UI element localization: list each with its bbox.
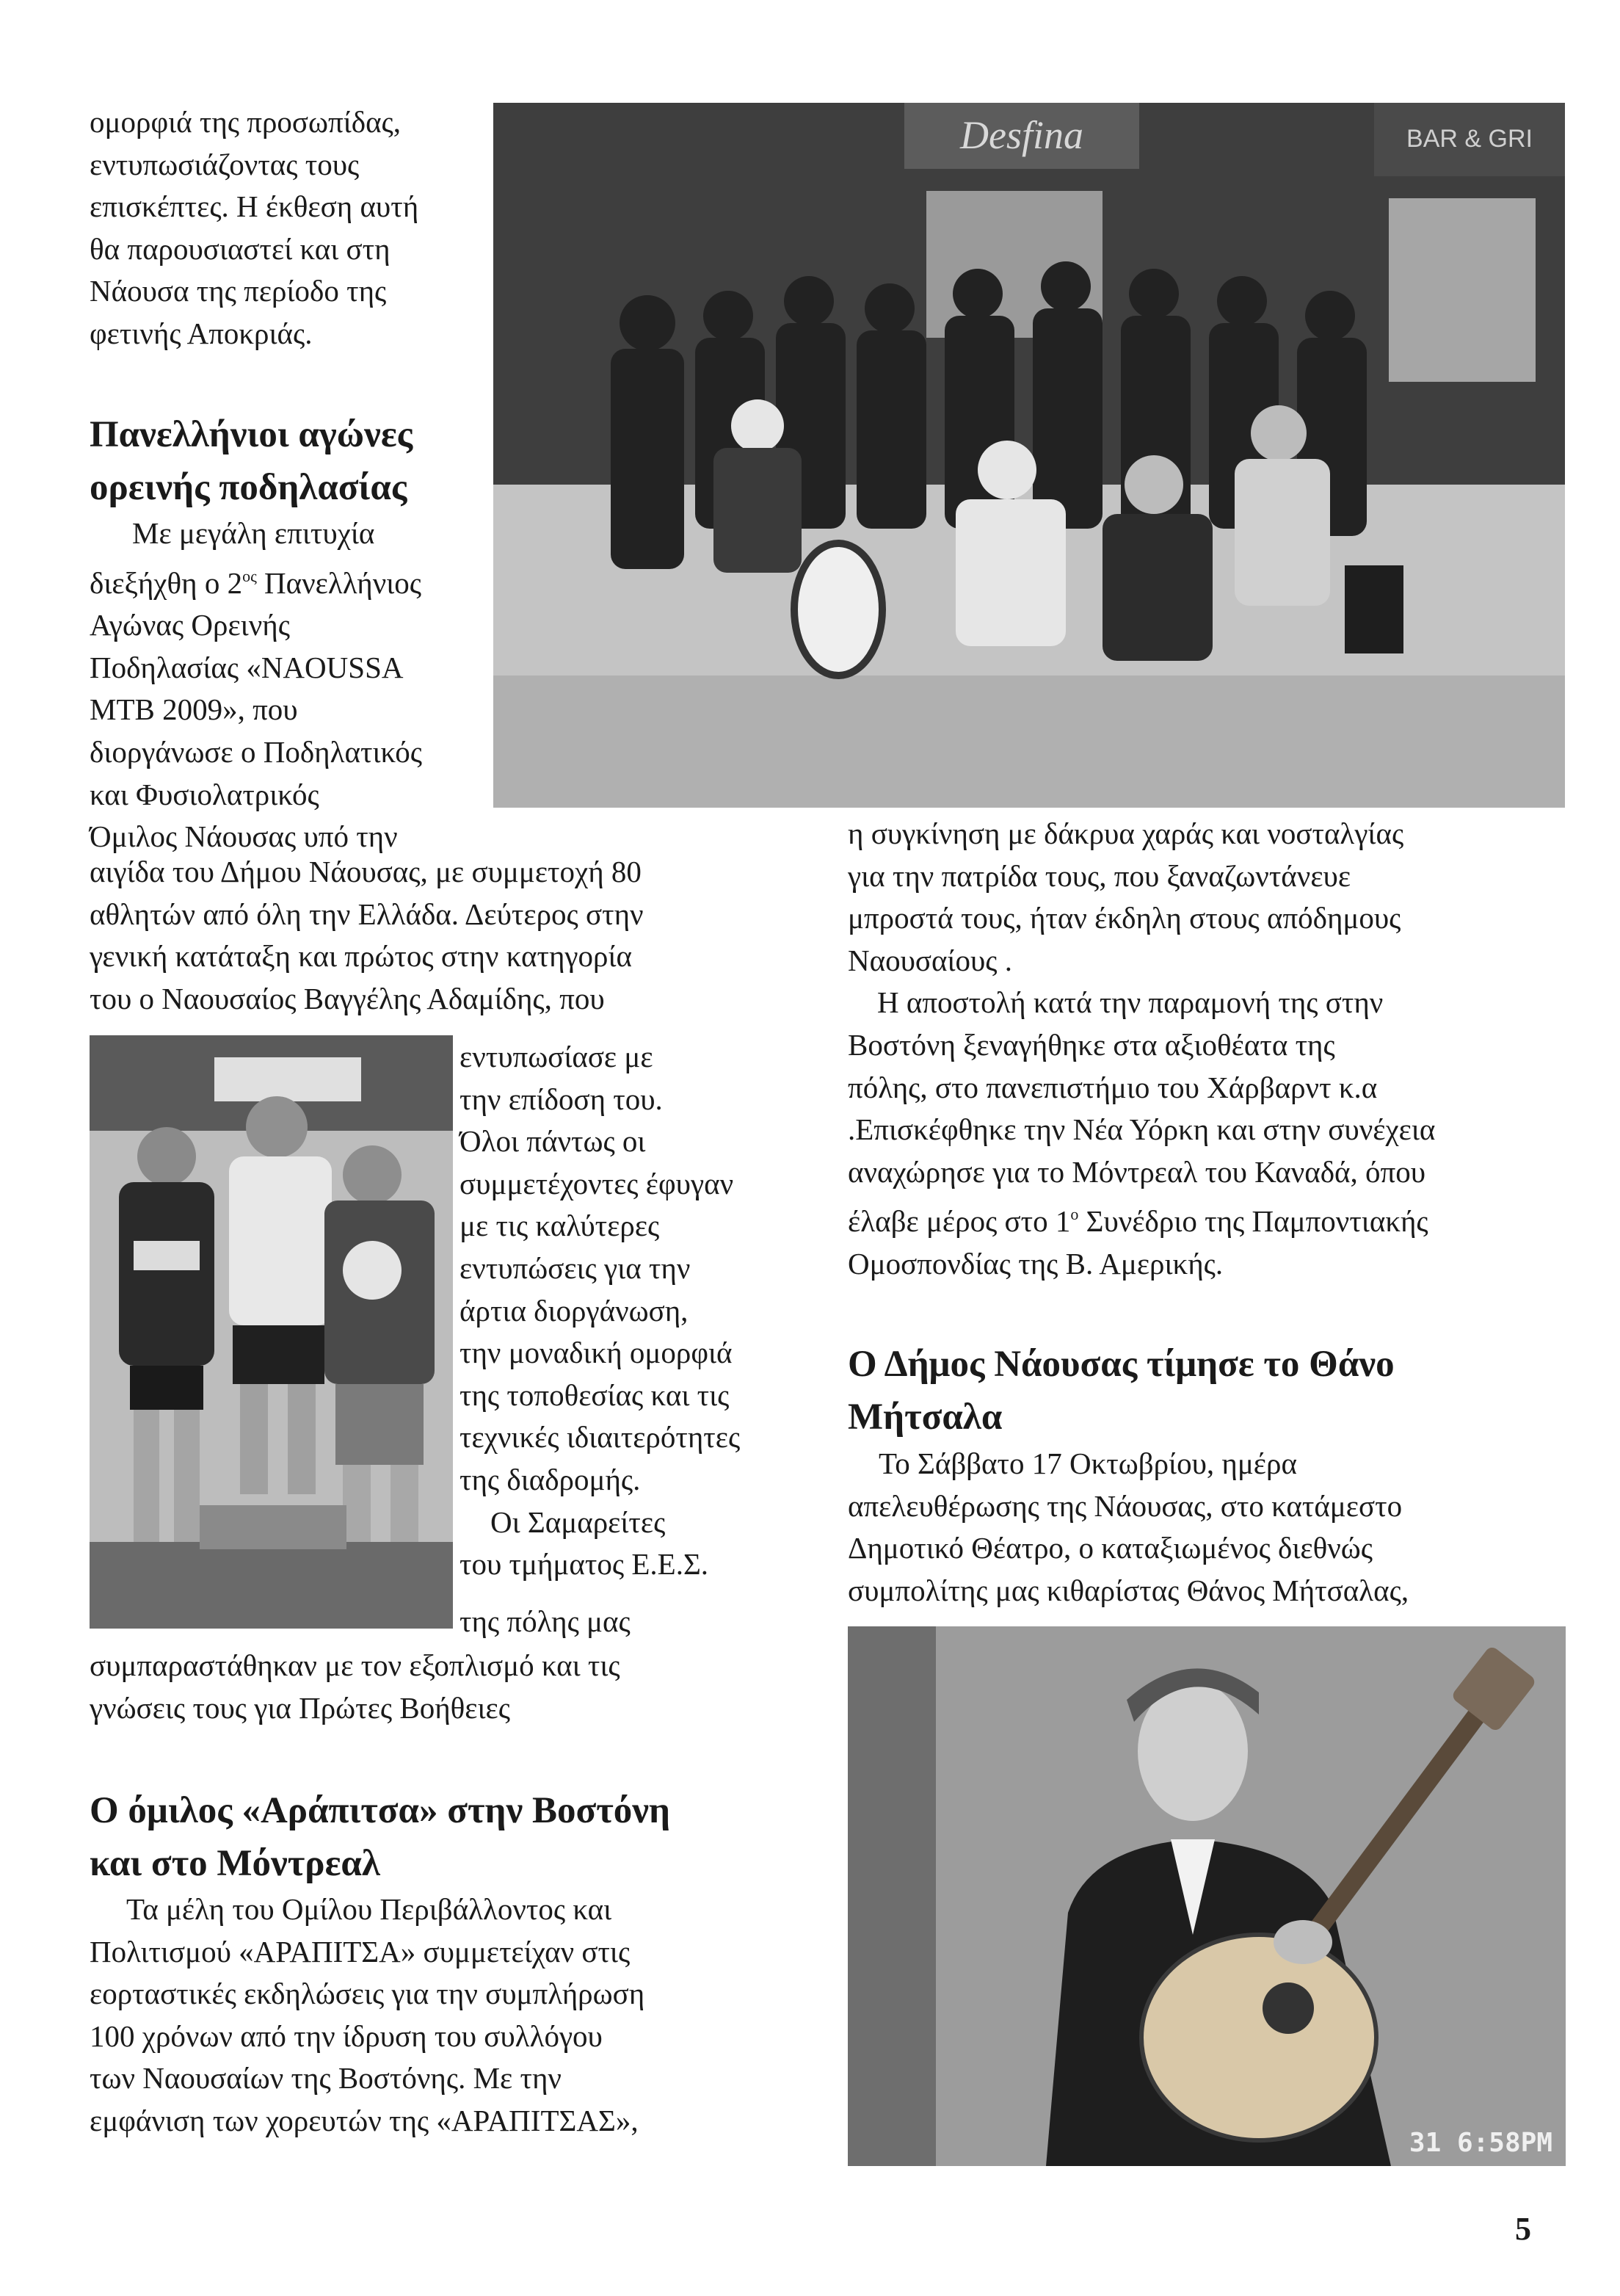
mitsalas-paragraph: [848, 1443, 1409, 1612]
text-line: της τοποθεσίας και τις: [460, 1377, 730, 1412]
text-line: άρτια διοργάνωση,: [460, 1293, 689, 1328]
text-line: Αγώνας Ορεινής: [90, 608, 290, 642]
text-line: γενική κατάταξη και πρώτος στην κατηγορία: [90, 939, 632, 974]
guitarist-photo: [848, 1626, 1566, 2166]
heading-line: Ο όμιλος «Αράπιτσα» στην Βοστόνη: [90, 1790, 671, 1831]
text-line: επισκέπτες. Η έκθεση αυτή: [90, 189, 419, 224]
text-line: Η αποστολή κατά την παραμονή της στην: [877, 985, 1384, 1020]
text-line: θα παρουσιαστεί και στη: [90, 231, 391, 266]
text-line: Πολιτισμού «ΑΡΑΠΙΤΣΑ» συμμετείχαν στις: [90, 1934, 631, 1969]
text-line: συμπολίτης μας κιθαρίστας Θάνος Μήτσαλας,: [848, 1573, 1409, 1607]
page-number: 5: [1515, 2211, 1531, 2247]
text-line: την επίδοση του.: [460, 1082, 663, 1116]
mtb-paragraph-wrap-end: [460, 1601, 631, 1643]
group-photo-illustration: [493, 103, 1565, 808]
mtb-paragraph-wrap: [460, 1036, 740, 1586]
text-line: Με μεγάλη επιτυχία: [132, 516, 375, 550]
text-line: της πόλης μας: [460, 1604, 631, 1638]
text-fragment: Συνέδριο της Παμποντιακής: [1078, 1204, 1428, 1239]
text-line: διοργάνωσε ο Ποδηλατικός: [90, 734, 422, 769]
heading-line: Μήτσαλα: [848, 1397, 1003, 1438]
cyclists-illustration: [90, 1035, 453, 1629]
text-line: εντυπωσίασε με: [460, 1040, 653, 1073]
text-line: φετινής Αποκριάς.: [90, 316, 313, 350]
text-line: του ο Ναουσαίος Βαγγέλης Αδαμίδης, που: [90, 981, 605, 1015]
text-line: Ναουσαίους .: [848, 943, 1013, 977]
text-line: αθλητών από όλη την Ελλάδα. Δεύτερος στην: [90, 897, 644, 931]
text-line: εντυπωσιάζοντας τους: [90, 147, 360, 181]
text-line: Οι Σαμαρείτες: [490, 1504, 666, 1539]
text-line: εντυπώσεις για την: [460, 1250, 691, 1285]
text-line: για την πατρίδα τους, που ξαναζωντάνευε: [848, 858, 1351, 893]
heading-line: και στο Μόντρεαλ: [90, 1843, 380, 1884]
text-line: αιγίδα του Δήμου Νάουσας, με συμμετοχή 80: [90, 855, 642, 888]
text-line: Το Σάββατο 17 Οκτωβρίου, ημέρα: [879, 1446, 1297, 1480]
text-line: με τις καλύτερες: [460, 1209, 660, 1243]
camera-timestamp: 31 6:58PM: [1409, 2128, 1552, 2158]
mtb-paragraph-top: [90, 513, 422, 858]
bar-sign: BAR & GRI: [1406, 125, 1533, 153]
text-line: Τα μέλη του Ομίλου Περιβάλλοντος και: [126, 1892, 612, 1926]
ordinal-superscript: ο: [1070, 1205, 1079, 1224]
text-line: την μοναδική ομορφιά: [460, 1336, 733, 1370]
intro-paragraph: [90, 101, 418, 355]
text-line: μπροστά τους, ήταν έκδηλη στους απόδημους: [848, 901, 1401, 935]
section-heading-mtb: [90, 408, 413, 514]
text-line: 100 χρόνων από την ίδρυση του συλλόγου: [90, 2018, 603, 2053]
cyclists-podium-photo: [90, 1035, 453, 1629]
guitarist-illustration: [848, 1626, 1566, 2166]
arapitsa-paragraph: [90, 1888, 644, 2143]
text-line: των Ναουσαίων της Βοστόνης. Με την: [90, 2061, 562, 2096]
text-line: συμπαραστάθηκαν με τον εξοπλισμό και τις: [90, 1648, 620, 1682]
text-line: .Επισκέφθηκε την Νέα Υόρκη και στην συνέχεια: [848, 1112, 1436, 1147]
text-line: εμφάνιση των χορευτών της «ΑΡΑΠΙΤΣΑΣ»,: [90, 2103, 639, 2137]
text-line: απελευθέρωσης της Νάουσας, στο κατάμεστο: [848, 1488, 1403, 1523]
heading-line: ορεινής ποδηλασίας: [90, 467, 407, 508]
section-heading-arapitsa: [90, 1784, 670, 1890]
text-fragment: Πανελλήνιος: [256, 565, 422, 600]
text-line: η συγκίνηση με δάκρυα χαράς και νοσταλγίας: [848, 816, 1404, 850]
text-line: MTB 2009», που: [90, 692, 298, 727]
text-line: Ποδηλασίας «NAOUSSA: [90, 650, 404, 684]
text-line: της διαδρομής.: [460, 1462, 641, 1496]
section-heading-mitsalas: [848, 1338, 1395, 1444]
text-line: και Φυσιολατρικός: [90, 777, 319, 811]
text-line: γνώσεις τους για Πρώτες Βοήθειες: [90, 1690, 510, 1725]
heading-line: Ο Δήμος Νάουσας τίμησε το Θάνο: [848, 1344, 1395, 1385]
ordinal-superscript: ος: [242, 566, 257, 585]
text-fragment: διεξήχθη ο 2: [90, 565, 243, 600]
text-line: Όμιλος Νάουσας υπό την: [90, 819, 398, 854]
text-fragment: έλαβε μέρος στο 1: [848, 1204, 1071, 1239]
arapitsa-continued-paragraph: [848, 813, 1435, 1286]
text-line: Όλοι πάντως οι: [460, 1124, 646, 1159]
text-line: αναχώρησε για το Μόντρεαλ του Καναδά, όπου: [848, 1154, 1426, 1189]
heading-line: Πανελλήνιοι αγώνες: [90, 414, 413, 455]
restaurant-sign: Desfina: [960, 113, 1083, 157]
text-line: πόλης, στο πανεπιστήμιο του Χάρβαρντ κ.α: [848, 1070, 1378, 1104]
text-line: Βοστόνη ξεναγήθηκε στα αξιοθέατα της: [848, 1027, 1335, 1062]
mtb-paragraph-middle: [90, 851, 644, 1020]
text-line: Νάουσα της περίοδο της: [90, 274, 387, 308]
text-line: ομορφιά της προσωπίδας,: [90, 105, 402, 139]
text-line: τεχνικές ιδιαιτερότητες: [460, 1420, 741, 1455]
mtb-paragraph-end: [90, 1645, 620, 1729]
text-line: [90, 555, 422, 605]
text-line: εορταστικές εκδηλώσεις για την συμπλήρωση: [90, 1977, 645, 2011]
text-line: του τμήματος Ε.Ε.Σ.: [460, 1547, 709, 1582]
text-line: Ομοσπονδίας της Β. Αμερικής.: [848, 1246, 1224, 1281]
group-photo-boston: [493, 103, 1565, 808]
text-line: συμμετέχοντες έφυγαν: [460, 1166, 734, 1200]
text-line: Δημοτικό Θέατρο, ο καταξιωμένος διεθνώς: [848, 1531, 1373, 1565]
text-line: [848, 1193, 1435, 1243]
